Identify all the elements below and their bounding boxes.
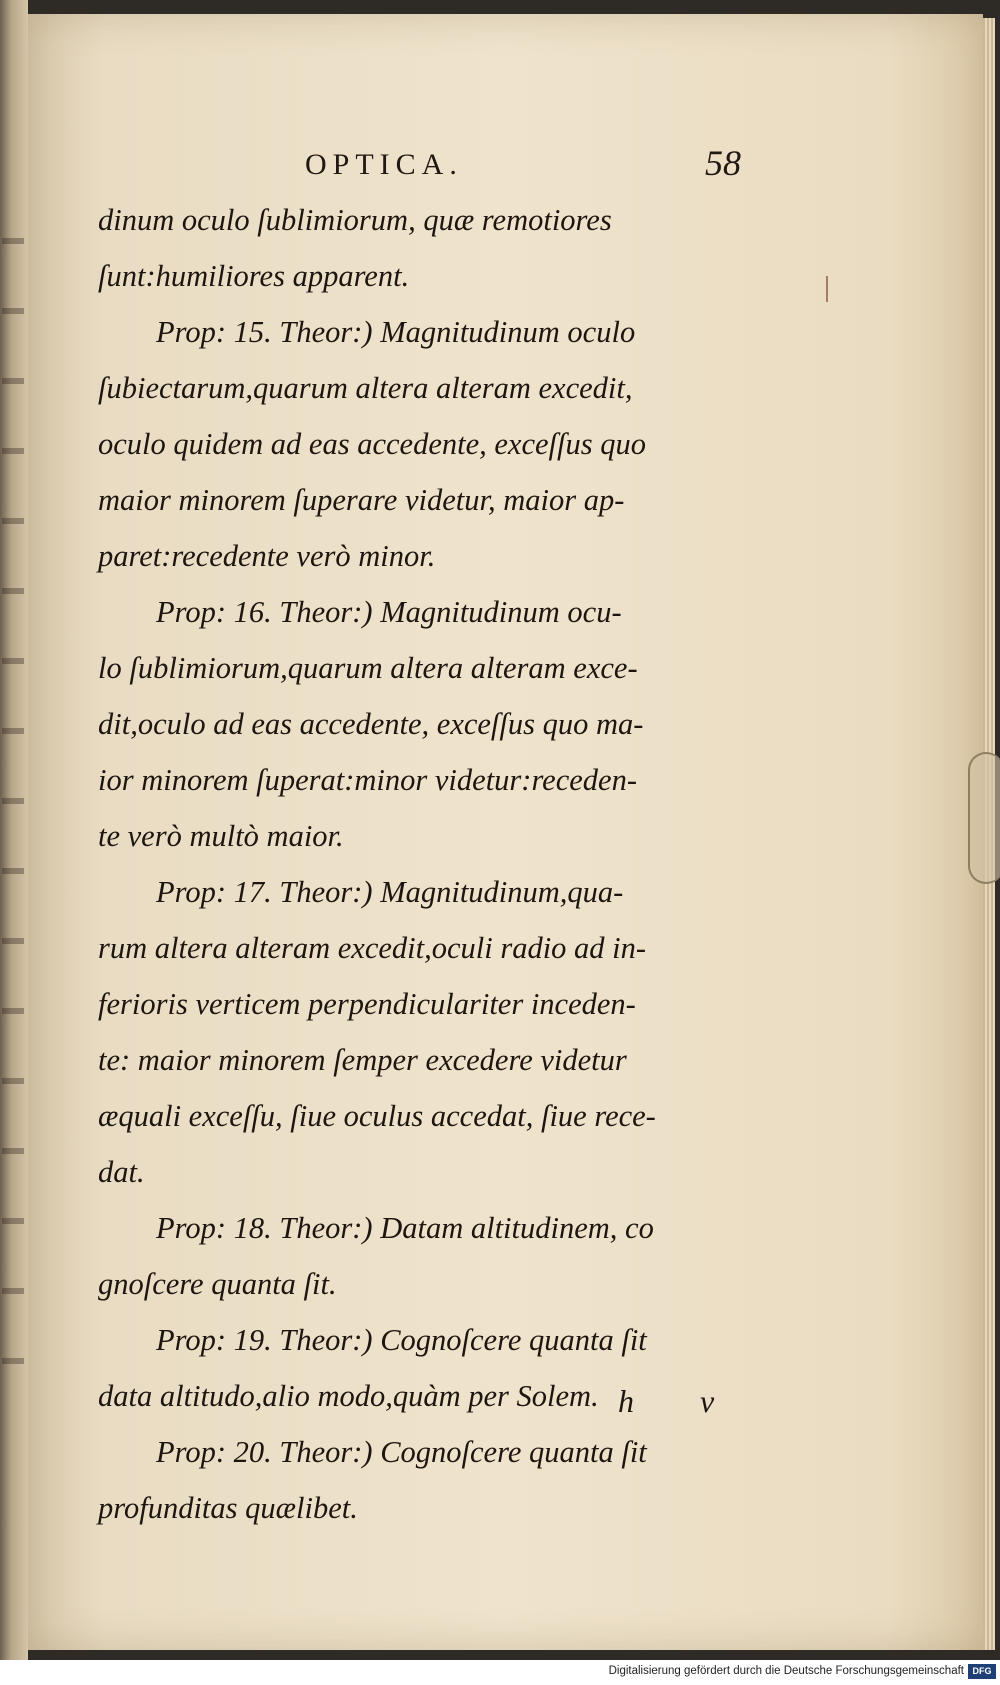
text-line: Prop: 18. Theor:) Datam altitudinem, co: [156, 1211, 654, 1245]
left-gutter-bleed: [2, 200, 24, 1400]
text-line: lo ſublimiorum,quarum altera alteram exce-: [98, 651, 638, 685]
dfg-logo: DFG: [968, 1664, 996, 1679]
text-line: gnoſcere quanta ſit.: [98, 1267, 337, 1301]
text-line: ſunt:humiliores apparent.: [98, 259, 410, 293]
text-line: Prop: 20. Theor:) Cognoſcere quanta ſit: [156, 1435, 647, 1469]
text-line: ior minorem ſuperat:minor videtur:receden-: [98, 763, 637, 797]
text-line: dinum oculo ſublimiorum, quæ remotiores: [98, 203, 612, 237]
text-line: æquali exceſſu, ſiue oculus accedat, ſiue rece-: [98, 1099, 656, 1133]
page-clip: [968, 752, 1000, 884]
catchword: v: [700, 1383, 715, 1419]
text-line: rum altera alteram excedit,oculi radio ad in-: [98, 931, 647, 965]
text-line: te verò multò maior.: [98, 819, 344, 853]
text-line: paret:recedente verò minor.: [98, 539, 436, 573]
body-text: [98, 192, 788, 1536]
running-title: OPTICA.: [305, 148, 463, 181]
text-line: Prop: 17. Theor:) Magnitudinum,qua-: [156, 875, 624, 909]
footer-marks: [0, 1383, 1000, 1433]
text-line: Prop: 16. Theor:) Magnitudinum ocu-: [156, 595, 622, 629]
text-line: data altitudo,alio modo,quàm per Solem.: [98, 1379, 599, 1413]
text-line: dat.: [98, 1155, 145, 1189]
text-line: te: maior minorem ſemper excedere videtur: [98, 1043, 627, 1077]
credit-bar: [0, 1660, 1000, 1685]
text-line: oculo quidem ad eas accedente, exceſſus quo: [98, 427, 646, 461]
text-line: ferioris verticem perpendiculariter inceden-: [98, 987, 636, 1021]
credit-text: Digitalisierung gefördert durch die Deutsche Forschungsgemeinschaft: [608, 1665, 964, 1677]
text-line: profunditas quælibet.: [98, 1491, 358, 1525]
margin-mark: [826, 276, 828, 302]
text-line: Prop: 15. Theor:) Magnitudinum oculo: [156, 315, 636, 349]
page-header: [0, 143, 1000, 188]
text-line: dit,oculo ad eas accedente, exceſſus quo ma-: [98, 707, 644, 741]
signature-mark: h: [618, 1383, 634, 1419]
text-line: Prop: 19. Theor:) Cognoſcere quanta ſit: [156, 1323, 647, 1357]
page-number: 58: [705, 143, 741, 183]
text-line: maior minorem ſuperare videtur, maior ap-: [98, 483, 625, 517]
text-line: ſubiectarum,quarum altera alteram excedit,: [98, 371, 633, 405]
